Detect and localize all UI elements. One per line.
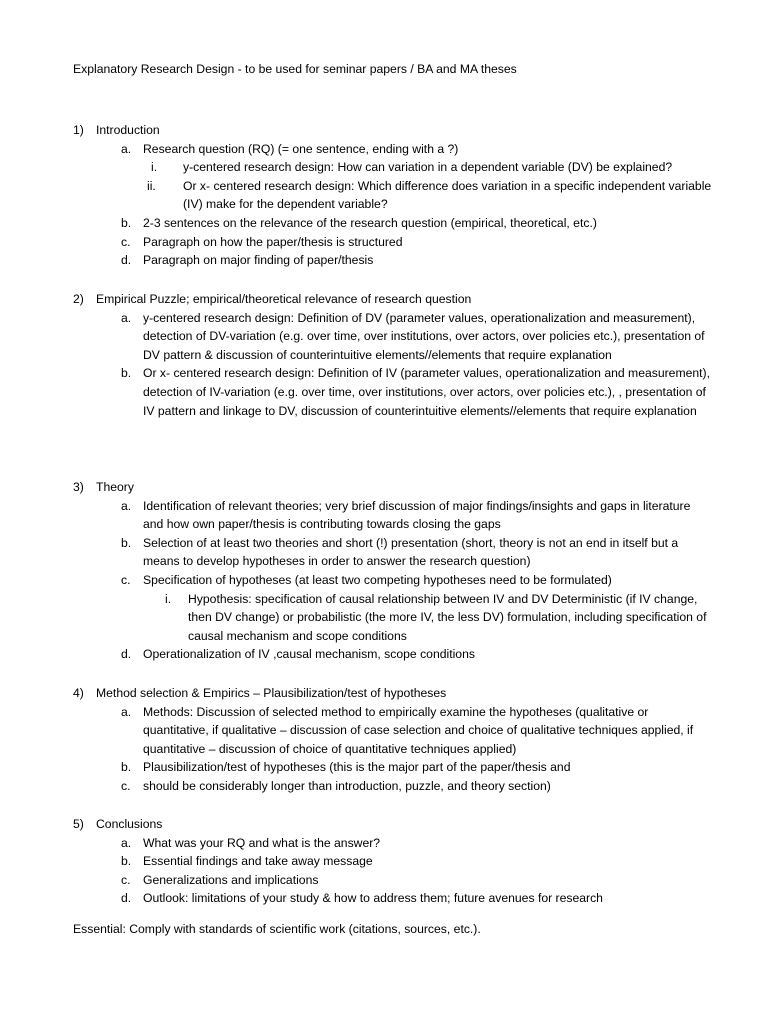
item-text: Essential findings and take away message [143, 854, 373, 869]
item-label: c. [121, 572, 131, 587]
list-item [121, 889, 713, 908]
list-item [121, 309, 713, 365]
item-text: Specification of hypotheses (at least two competing hypotheses need to be formulated) [143, 572, 612, 587]
list-item [121, 703, 713, 759]
item-text: Paragraph on major finding of paper/thesis [143, 253, 374, 268]
essential-note: Essential: Comply with standards of scientific work (citations, sources, etc.). [73, 922, 481, 936]
section-heading [73, 121, 713, 140]
sub-item-text: y-centered research design: How can variation in a dependent variable (DV) be explained? [183, 160, 673, 175]
item-text: What was your RQ and what is the answer? [143, 835, 381, 850]
section-heading [73, 290, 713, 309]
item-label: d. [121, 253, 132, 268]
sub-item-label: i. [165, 591, 172, 606]
section-theory [73, 478, 713, 664]
item-text: y-centered research design: Definition of DV (parameter values, operationalization and measurement), detection of DV-variation (e.g. over time, over institutions, over actors, over policies etc.), presentation of DV pattern & discussion of counterintuitive elements//elements that require explanation [143, 310, 705, 362]
item-label: c. [121, 872, 131, 887]
sub-item-text: Hypothesis: specification of causal relationship between IV and DV Deterministic (if IV change, then DV change) or probabilistic (the more IV, the less DV) formulation, including specification of causal mechanism and scope conditions [188, 591, 707, 643]
item-text: Identification of relevant theories; very brief discussion of major findings/insights and gaps in literature and how own paper/thesis is contributing towards closing the gaps [143, 498, 691, 532]
sub-list-item [147, 177, 713, 214]
item-label: a. [121, 835, 132, 850]
item-label: c. [121, 778, 131, 793]
section-introduction [73, 121, 713, 270]
item-text: 2-3 sentences on the relevance of the research question (empirical, theoretical, etc.) [143, 215, 597, 230]
item-text: Paragraph on how the paper/thesis is structured [143, 234, 403, 249]
section-method-selection [73, 684, 713, 796]
list-item [121, 364, 713, 420]
item-label: c. [121, 234, 131, 249]
section-title: Conclusions [96, 817, 163, 831]
item-text: Methods: Discussion of selected method to empirically examine the hypotheses (qualitative or quantitative, if qualitative – discussion of case selection and choice of qualitative techniques applied, if quantitative – discussion of choice of quantitative techniques applied) [143, 704, 694, 756]
document-title: Explanatory Research Design - to be used for seminar papers / BA and MA theses [73, 62, 517, 76]
list-item [121, 777, 713, 796]
section-heading [73, 478, 713, 497]
item-text: Plausibilization/test of hypotheses (this is the major part of the paper/thesis and [143, 760, 571, 775]
sub-item-label: ii. [147, 178, 156, 193]
list-item [121, 251, 713, 270]
list-item [121, 834, 713, 853]
list-item [121, 534, 713, 571]
list-item [121, 852, 713, 871]
section-title: Method selection & Empirics – Plausibilization/test of hypotheses [96, 686, 447, 700]
list-item [121, 214, 713, 233]
list-item [121, 497, 713, 534]
list-item [121, 645, 713, 664]
item-label: a. [121, 141, 132, 156]
item-label: a. [121, 310, 132, 325]
section-number: 4) [73, 686, 84, 700]
item-text: Generalizations and implications [143, 872, 319, 887]
item-label: a. [121, 704, 132, 719]
section-heading [73, 684, 713, 703]
sub-item-label: i. [151, 160, 158, 175]
item-text: should be considerably longer than introduction, puzzle, and theory section) [143, 778, 551, 793]
section-number: 1) [73, 123, 84, 137]
item-text: Operationalization of IV ,causal mechanism, scope conditions [143, 647, 475, 662]
item-label: b. [121, 366, 132, 381]
section-title: Empirical Puzzle; empirical/theoretical relevance of research question [96, 292, 472, 306]
item-label: b. [121, 854, 132, 869]
section-title: Theory [96, 480, 134, 494]
section-number: 3) [73, 480, 84, 494]
sub-list-item [165, 590, 713, 646]
item-text: Research question (RQ) (= one sentence, ending with a ?) [143, 141, 459, 156]
section-number: 2) [73, 292, 84, 306]
list-item [121, 233, 713, 252]
section-empirical-puzzle [73, 290, 713, 420]
list-item [121, 571, 713, 590]
item-label: b. [121, 535, 132, 550]
item-label: d. [121, 891, 132, 906]
section-heading [73, 815, 713, 834]
section-conclusions [73, 815, 713, 908]
sub-item-text: Or x- centered research design: Which difference does variation in a specific independent variable (IV) make for the dependent variable? [183, 178, 712, 212]
list-item [121, 140, 713, 159]
item-label: a. [121, 498, 132, 513]
item-text: Outlook: limitations of your study & how to address them; future avenues for research [143, 891, 603, 906]
item-label: b. [121, 215, 132, 230]
section-number: 5) [73, 817, 84, 831]
list-item [121, 871, 713, 890]
item-label: d. [121, 647, 132, 662]
sub-list-item [147, 158, 713, 177]
item-text: Or x- centered research design: Definition of IV (parameter values, operationalization and measurement), detection of IV-variation (e.g. over time, over institutions, over actors, over policies etc.), , presentation of IV pattern and linkage to DV, discussion of counterintuitive elements//elements that require explanation [143, 366, 711, 418]
list-item [121, 758, 713, 777]
item-text: Selection of at least two theories and short (!) presentation (short, theory is not an end in itself but a means to develop hypotheses in order to answer the research question) [143, 535, 679, 569]
section-title: Introduction [96, 123, 160, 137]
item-label: b. [121, 760, 132, 775]
